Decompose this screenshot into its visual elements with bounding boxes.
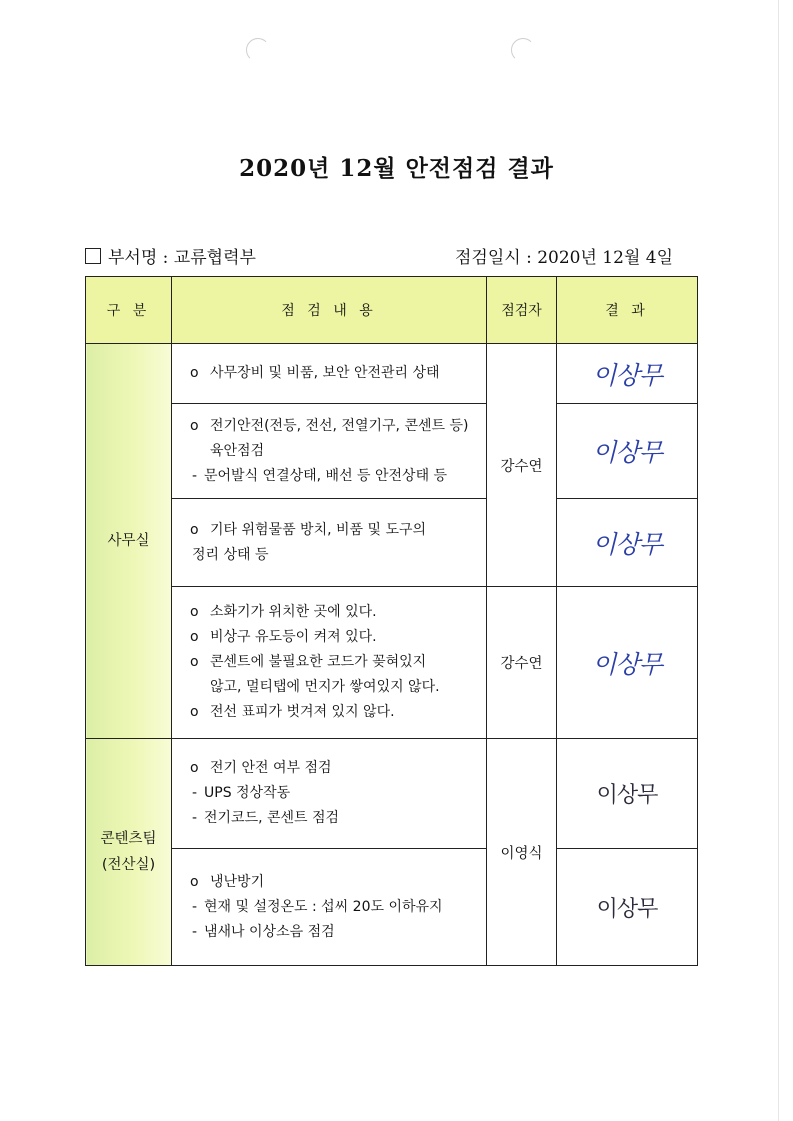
signature-cell [557, 499, 698, 587]
inspector-cell: 강수연 [487, 587, 557, 739]
inspector-cell: 이영식 [487, 739, 557, 966]
list-item: 육안점검 [210, 442, 265, 459]
header-inspector: 점검자 [487, 277, 557, 344]
list-item: 않고, 멀티탭에 먼지가 쌓여있지 않다. [210, 679, 440, 695]
signature: 이상무 [592, 438, 662, 467]
category-office: 사무실 [86, 344, 172, 739]
punch-hole-right [511, 38, 535, 62]
signature-cell [557, 849, 698, 966]
inspector-cell: 강수연 [487, 344, 557, 587]
list-item: - 현재 및 설정온도 : 섭씨 20도 이하유지 [192, 898, 443, 915]
list-item: o 사무장비 및 비품, 보안 안전관리 상태 [190, 365, 440, 381]
list-item: - 문어발식 연결상태, 배선 등 안전상태 등 [192, 467, 448, 484]
table-row [86, 344, 698, 404]
content-cell [172, 849, 487, 966]
content-cell [172, 739, 487, 849]
table-row [86, 739, 698, 849]
content-cell [172, 344, 487, 404]
department-info [85, 243, 256, 268]
department-label: 부서명 : 교류협력부 [108, 248, 256, 268]
signature-cell [557, 344, 698, 404]
table-row [86, 849, 698, 966]
list-item: o 콘센트에 불필요한 코드가 꽂혀있지 [190, 654, 427, 670]
header-category: 구 분 [86, 277, 172, 344]
signature: 이상무 [596, 896, 658, 922]
signature-cell [557, 404, 698, 499]
punch-hole-left [246, 38, 270, 62]
inspection-table [85, 276, 698, 966]
signature-cell [557, 739, 698, 849]
signature: 이상무 [596, 783, 658, 808]
content-cell [172, 404, 487, 499]
inspection-date: 점검일시 : 2020년 12월 4일 [455, 248, 674, 268]
table-header-row [86, 277, 698, 344]
signature: 이상무 [592, 529, 662, 559]
content-cell [172, 499, 487, 587]
category-line: 콘텐츠팀 [100, 831, 157, 847]
list-item: - UPS 정상작동 [192, 785, 291, 801]
list-item: 정리 상태 등 [192, 546, 269, 563]
list-item: o 기타 위험물품 방치, 비품 및 도구의 [190, 521, 427, 538]
category-contents-team [86, 739, 172, 966]
table-row [86, 499, 698, 587]
list-item: - 냄새나 이상소음 점검 [192, 923, 335, 940]
header-content: 점 검 내 용 [172, 277, 487, 344]
table-row [86, 587, 698, 739]
list-item: o 전기 안전 여부 점검 [190, 760, 332, 776]
header-result: 결 과 [557, 277, 698, 344]
content-cell [172, 587, 487, 739]
list-item: o 전기안전(전등, 전선, 전열기구, 콘센트 등) [190, 417, 469, 434]
list-item: o 소화기가 위치한 곳에 있다. [190, 604, 377, 620]
list-item: - 전기코드, 콘센트 점검 [192, 810, 340, 826]
list-item: o 비상구 유도등이 켜져 있다. [190, 629, 377, 645]
list-item: o 냉난방기 [190, 873, 265, 890]
table-row [86, 404, 698, 499]
signature: 이상무 [592, 360, 662, 390]
document-title: 2020년 12월 안전점검 결과 [239, 155, 554, 182]
checkbox-icon [85, 248, 101, 264]
signature: 이상무 [592, 649, 662, 679]
list-item: o 전선 표피가 벗겨져 있지 않다. [190, 704, 395, 720]
signature-cell [557, 587, 698, 739]
category-line: (전산실) [101, 857, 156, 873]
